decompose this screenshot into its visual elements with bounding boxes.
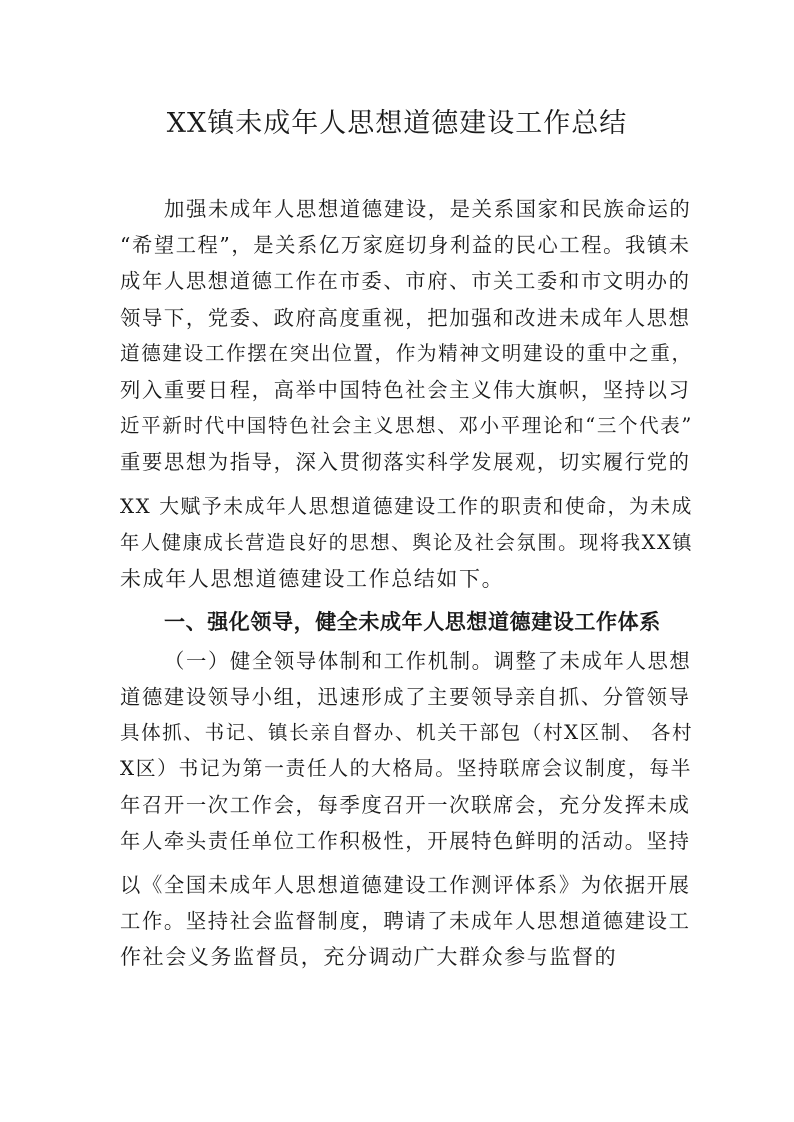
body-line: 领导下，党委、政府高度重视，把加强和改进未成年人思想 [120,306,691,330]
body-line: 工作。坚持社会监督制度，聘请了未成年人思想道德建设工 [120,909,691,933]
body-line: 近平新时代中国特色社会主义思想、邓小平理论和“三个代表” [120,414,694,437]
body-line: 列入重要日程，高举中国特色社会主义伟大旗帜，坚持以习 [120,378,691,402]
body-line: 具体抓、书记、镇长亲自督办、机关干部包（村X区制、 各村 [120,721,694,744]
body-line: （一）健全领导体制和工作机制。调整了未成年人思想 [164,649,692,673]
body-line: 年人牵头责任单位工作积极性，开展特色鲜明的活动。坚持 [120,829,691,853]
section-heading: 一、强化领导，健全未成年人思想道德建设工作体系 [164,610,661,634]
body-line: 重要思想为指导，深入贯彻落实科学发展观，切实履行党的 [120,450,691,474]
body-line: 年人健康成长营造良好的思想、舆论及社会氛围。现将我XX镇 [120,531,694,554]
body-line: XX 大赋予未成年人思想道德建设工作的职责和使命，为未成 [120,495,693,518]
body-line: 道德建设领导小组，迅速形成了主要领导亲自抓、分管领导 [120,685,691,709]
document-title: XX镇未成年人思想道德建设工作总结 [166,108,628,139]
body-line: 加强未成年人思想道德建设，是关系国家和民族命运的 [164,197,692,221]
body-line: X区）书记为第一责任人的大格局。坚持联席会议制度，每半 [120,757,693,780]
body-line: 年召开一次工作会，每季度召开一次联席会，充分发挥未成 [120,793,691,817]
body-line: 道德建设工作摆在突出位置，作为精神文明建设的重中之重， [120,342,693,365]
body-line: “希望工程”，是关系亿万家庭切身利益的民心工程。我镇未 [120,233,691,257]
body-line: 未成年人思想道德建设工作总结如下。 [120,567,505,591]
body-line: 作社会义务监督员，充分调动广大群众参与监督的 [120,945,618,969]
body-line: 以《全国未成年人思想道德建设工作测评体系》为依据开展 [120,873,691,897]
body-line: 成年人思想道德工作在市委、市府、市关工委和市文明办的 [120,269,691,293]
